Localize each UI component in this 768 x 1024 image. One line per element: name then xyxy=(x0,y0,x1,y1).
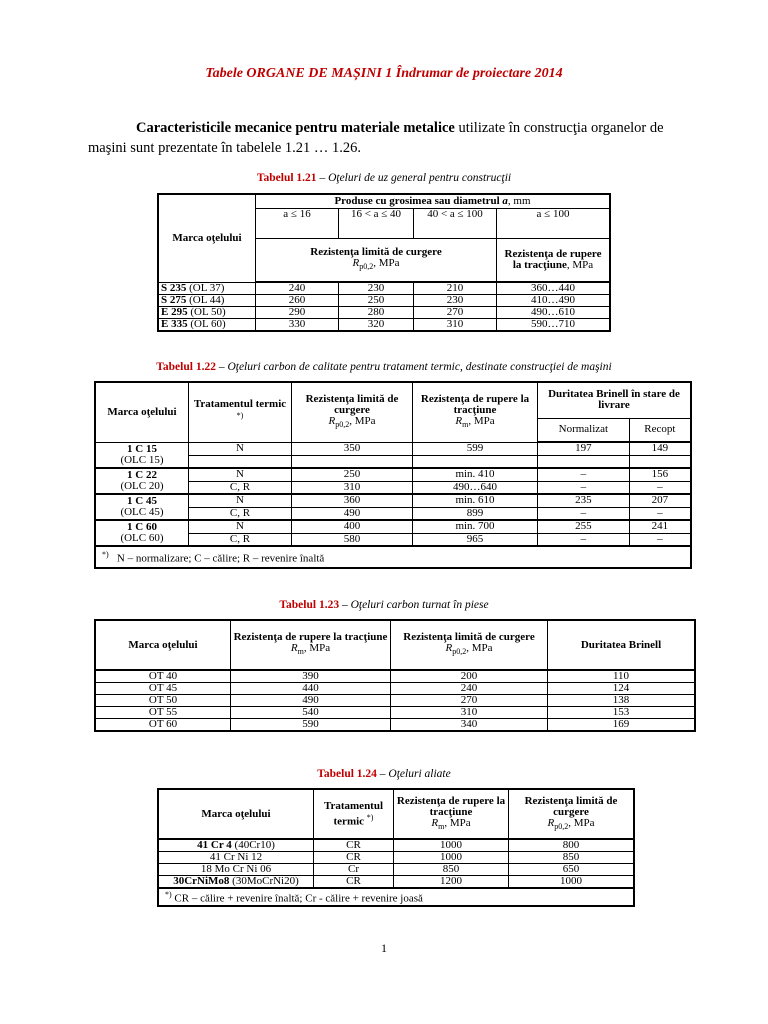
table-row: OT 45 440 240 124 xyxy=(95,683,695,695)
header-range-3: 40 < a ≤ 100 xyxy=(414,208,497,238)
header-brinell: Duritatea Brinell xyxy=(548,620,696,670)
table-row: OT 55 540 310 153 xyxy=(95,707,695,719)
table-row: S 275 (OL 44) 260 250 230 410…490 xyxy=(158,295,610,307)
table-row: 1 C 15 (OLC 15) N 350 599 197 149 xyxy=(95,442,691,455)
header-tensile: Rezistenţa de rupere la tracţiune $R_m$, MPa xyxy=(231,620,391,670)
table-row: OT 40 390 200 110 xyxy=(95,670,695,683)
header-yield: Rezistenţa limită de curgere $R_{p0,2}$, MPa xyxy=(509,789,635,839)
intro-paragraph xyxy=(88,118,693,158)
table-row: 30CrNiMo8 (30MoCrNi20) CR 1200 1000 xyxy=(158,876,634,889)
header-products: Produse cu grosimea sau diametrul a, mm xyxy=(256,194,611,208)
header-yield: Rezistenţa limită de curgere $R_{p0,2}$, MPa xyxy=(256,238,497,282)
table-1-23 xyxy=(94,619,696,732)
caption-table-1-21 xyxy=(0,172,768,184)
caption-desc: – Oţeluri de uz general pentru construcţii xyxy=(316,172,512,184)
header-normalized: Normalizat xyxy=(538,418,630,442)
table-1-24 xyxy=(157,788,635,907)
table-1-22 xyxy=(94,381,692,569)
header-steel-grade: Marca oţelului xyxy=(95,620,231,670)
table-row: C, R 310 490…640 – – xyxy=(95,481,691,494)
header-steel-grade: Marca oţelului xyxy=(95,382,189,442)
caption-table-1-22: Tabelul 1.22 – Oţeluri carbon de calitate pentru tratament termic, destinate construcţiei de maşini xyxy=(156,361,612,373)
table-row: E 335 (OL 60) 330 320 310 590…710 xyxy=(158,319,610,332)
table-row: 1 C 60 (OLC 60) N 400 min. 700 255 241 xyxy=(95,520,691,533)
table-1-21 xyxy=(157,193,611,332)
header-treatment: Tratamentul termic *) xyxy=(189,382,292,442)
header-tensile: Rezistenţa de rupere la tracţiune $R_m$, MPa xyxy=(413,382,538,442)
caption-number: Tabelul 1.21 xyxy=(256,172,317,184)
intro-text: utilizate în construcţia organelor de maşini sunt prezentate în tabelele 1.21 … 1.26. xyxy=(88,120,664,156)
table-row: 41 Cr Ni 12 CR 1000 850 xyxy=(158,852,634,864)
page-header: Tabele ORGANE DE MAȘINI 1 Îndrumar de proiectare 2014 xyxy=(205,66,563,81)
table-row: OT 50 490 270 138 xyxy=(95,695,695,707)
header-steel-grade: Marca oţelului xyxy=(158,789,314,839)
table-row: S 235 (OL 37) 240 230 210 360…440 xyxy=(158,282,610,295)
table-row: E 295 (OL 50) 290 280 270 490…610 xyxy=(158,307,610,319)
table-row: 1 C 22 (OLC 20) N 250 min. 410 – 156 xyxy=(95,468,691,481)
table-row: 41 Cr 4 (40Cr10) CR 1000 800 xyxy=(158,839,634,852)
header-range-1: a ≤ 16 xyxy=(256,208,339,238)
header-treatment: Tratamentul termic *) xyxy=(314,789,394,839)
caption-table-1-23: Tabelul 1.23 – Oţeluri carbon turnat în piese xyxy=(279,599,489,611)
header-tensile: Rezistenţa de rupere la tracţiune $R_m$, MPa xyxy=(394,789,509,839)
header-yield: Rezistenţa limită de curgere $R_{p0,2}$, MPa xyxy=(292,382,413,442)
header-annealed: Recopt xyxy=(629,418,691,442)
caption-table-1-24: Tabelul 1.24 – Oţeluri aliate xyxy=(317,768,451,780)
header-range-2: 16 < a ≤ 40 xyxy=(339,208,414,238)
page-number: 1 xyxy=(381,941,387,955)
header-steel-grade: Marca oţelului xyxy=(158,194,256,282)
table-row: 18 Mo Cr Ni 06 Cr 850 650 xyxy=(158,864,634,876)
table-footnote: *) CR – călire + revenire înaltă; Cr - călire + revenire joasă xyxy=(158,888,634,906)
table-row: OT 60 590 340 169 xyxy=(95,719,695,732)
table-row: 1 C 45 (OLC 45) N 360 min. 610 235 207 xyxy=(95,494,691,507)
header-yield: Rezistenţa limită de curgere $R_{p0,2}$, MPa xyxy=(391,620,548,670)
header-tensile: Rezistenţa de rupere la tracţiune, MPa xyxy=(497,238,611,282)
intro-bold: Caracteristicile mecanice pentru materiale metalice xyxy=(136,120,455,136)
header-brinell: Duritatea Brinell în stare de livrare xyxy=(538,382,692,418)
table-row: C, R 490 899 – – xyxy=(95,507,691,520)
table-footnote: *) N – normalizare; C – călire; R – revenire înaltă xyxy=(95,546,691,568)
table-row: C, R 580 965 – – xyxy=(95,533,691,546)
header-range-4: a ≤ 100 xyxy=(497,208,611,238)
